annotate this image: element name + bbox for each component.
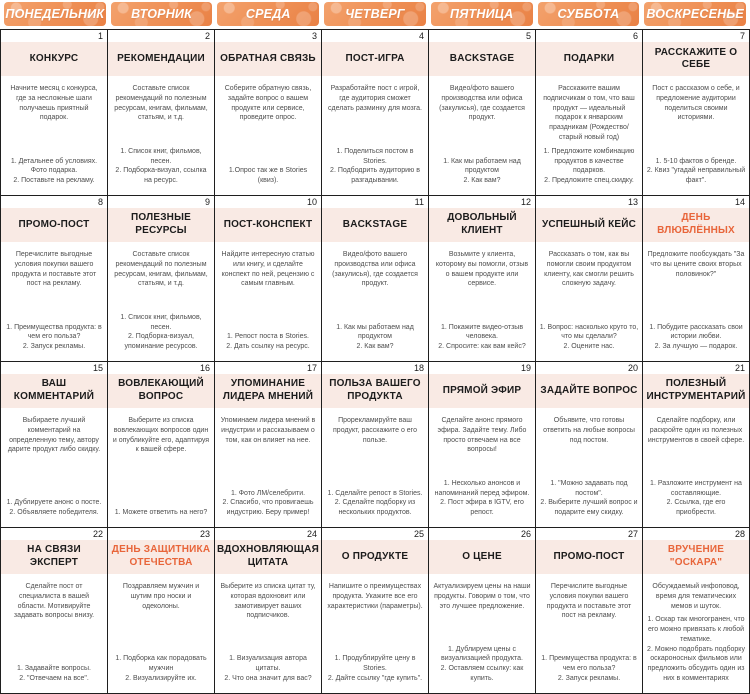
day-task: 2. Спасибо, что провигаешь индустрию. Беру пример! (222, 499, 314, 517)
day-number: 6 (632, 31, 638, 41)
day-title: О ПРОДУКТЕ (322, 540, 428, 574)
day-number: 19 (520, 362, 531, 373)
day-task: 2. "Отвечаем на все". (19, 675, 89, 683)
day-task-list (325, 323, 425, 352)
day-task: 2. Подбодрить аудиторию в разгадывании. (330, 167, 420, 185)
day-task: 1. Подборка как порадовать мужчин (115, 655, 207, 673)
calendar-day-cell (1, 196, 108, 362)
day-number: 17 (306, 362, 317, 373)
day-task: 1. Как мы работаем над продуктом (336, 323, 414, 341)
day-description: Соберите обратную связь, задайте вопрос о вашем продукте или сервисе, проведите опрос. (224, 85, 312, 122)
day-title: ПОЛЕЗНЫЕ РЕСУРСЫ (108, 208, 214, 242)
day-task: 2. Оставляем ссылку: как купить. (440, 665, 524, 683)
day-task-list (646, 323, 746, 352)
calendar-day-cell (1, 362, 108, 528)
day-title: ПРЯМОЙ ЭФИР (429, 374, 535, 408)
calendar-day-cell (215, 30, 322, 196)
weekday-banner-saturday: СУББОТА (538, 2, 640, 26)
weekday-header-row (0, 0, 750, 29)
day-task-list (325, 147, 425, 186)
day-task: 1. Детальнее об условиях. Фото подарка. (10, 157, 98, 175)
day-task: 1. Дублируете анонс о посте. (6, 499, 102, 507)
day-task: 2. Предложите спец.скидку. (544, 177, 634, 185)
day-description: Упоминаем лидера мнений в индустрии и рассказываем о том, как он влияет на нее. (220, 416, 316, 444)
day-task: 2. Пост эфира в IGTV, его репост. (440, 499, 524, 517)
weekday-banner-monday: ПОНЕДЕЛЬНИК (4, 2, 106, 26)
calendar-day-cell (215, 196, 322, 362)
day-number: 5 (525, 31, 531, 41)
day-task: 2. Спросите: как вам кейс? (438, 343, 526, 351)
day-title: ДОВОЛЬНЫЙ КЛИЕНТ (429, 208, 535, 242)
day-task-list (218, 489, 318, 518)
day-task: 1. 5-10 фактов о бренде. (655, 157, 737, 165)
day-task: 2. Запуск рекламы. (557, 675, 621, 683)
calendar-day-cell (322, 30, 429, 196)
day-task: 2. Квиз "угадай неправильный факт". (646, 167, 746, 185)
day-task-list (325, 654, 425, 683)
day-task: 2. Оцените нас. (563, 343, 615, 351)
day-description: Видео/фото вашего производства или офиса (закулисья), где создается продукт. (439, 85, 525, 122)
day-description: Напишите о преимуществах продукта. Укажите все его характеристики (параметры). (327, 582, 423, 610)
day-task-list (539, 147, 639, 186)
day-description: Найдите интересную статью или книгу, и сделайте конспект по ней, рецензию с самым главным. (221, 250, 315, 288)
day-description: Видео/фото вашего производства или офиса (закулисья), где создается продукт. (332, 250, 418, 288)
calendar-day-cell (108, 528, 215, 694)
day-title: ВОВЛЕКАЮЩИЙ ВОПРОС (108, 374, 214, 408)
day-task-list (111, 313, 211, 352)
day-number: 22 (92, 528, 103, 539)
day-number: 27 (627, 528, 638, 539)
weekday-banner-thursday: ЧЕТВЕРГ (324, 2, 426, 26)
day-task: 2. Запуск рекламы. (22, 343, 86, 351)
day-title: BACKSTAGE (322, 208, 428, 242)
weekday-banner-sunday: ВОСКРЕСЕНЬЕ (644, 2, 746, 26)
day-task: 1. Продублируйте цену в Stories. (334, 655, 416, 673)
day-number: 9 (204, 196, 210, 207)
day-description: Расскажите вашим подписчикам о том, что ваш продукт — идеальный подарок к январским праздникам (Рождество/старый новый год) (543, 85, 635, 141)
day-task-list (432, 157, 532, 186)
calendar-day-cell (536, 30, 643, 196)
calendar-day-cell (215, 528, 322, 694)
day-task: 1. Можете ответить на него? (114, 509, 208, 517)
day-number: 10 (306, 196, 317, 207)
day-task: 2. Подборка-визуал, ссылка на ресурс. (115, 167, 207, 185)
day-number: 11 (414, 196, 424, 207)
day-task: 1. Оскар так многогранен, что его можно привязать к любой тематике. (647, 616, 745, 643)
day-number: 7 (739, 31, 745, 41)
day-description: Перечислите выгодные условия покупки вашего продукта и поставьте этот пост на рекламу. (546, 582, 632, 620)
day-task: 2. Поставьте на рекламу. (13, 177, 95, 185)
day-number: 23 (199, 528, 210, 539)
day-task-list (4, 498, 104, 518)
day-number: 2 (204, 31, 210, 41)
calendar-day-cell (536, 528, 643, 694)
day-task: 1. Преимущества продукта: в чем его польза? (6, 323, 102, 341)
day-task-list (218, 166, 318, 186)
day-number: 8 (97, 196, 103, 207)
day-task: 2. Визуализируйте их. (125, 675, 197, 683)
day-task-list (646, 157, 746, 186)
calendar-day-cell (322, 362, 429, 528)
day-title: ВДОХНОВЛЯЮЩАЯ ЦИТАТА (215, 540, 321, 574)
calendar-day-cell (643, 362, 750, 528)
day-task: 1. Фото ЛМ/селебрити. (230, 489, 306, 497)
day-task: 1. Разложите инструмент на составляющие. (650, 479, 742, 497)
day-task-list (111, 654, 211, 683)
day-task-list (4, 323, 104, 352)
calendar-day-cell (322, 528, 429, 694)
day-task-list (4, 157, 104, 186)
day-number: 20 (627, 362, 638, 373)
day-title: О ЦЕНЕ (429, 540, 535, 574)
day-description: Выбираете лучший комментарий на определенную тему, автору дарите продукт либо скидку. (7, 416, 101, 454)
day-task: 2. Выберите лучший вопрос и подарите ему скидку. (540, 499, 638, 517)
day-task-list (432, 479, 532, 518)
day-number: 16 (199, 362, 210, 373)
day-task: 1. Дублируем цены с визуализацией продукта. (441, 645, 523, 663)
day-task: 1. Визуализация автора цитаты. (229, 655, 307, 673)
day-task: 1. Сделайте репост в Stories. (327, 489, 423, 497)
day-description: Актуализируем цены на наши продукты. Говорим о том, что это лучшее предложение. (433, 582, 531, 610)
day-description: Объявите, что готовы ответить на любые вопросы под постом. (543, 416, 635, 444)
day-number: 26 (520, 528, 531, 539)
day-title: УСПЕШНЫЙ КЕЙС (536, 208, 642, 242)
calendar-day-cell (108, 196, 215, 362)
day-title: КОНКУРС (1, 42, 107, 76)
day-number: 25 (413, 528, 424, 539)
day-title: BACKSTAGE (429, 42, 535, 76)
day-task: 2. За лучшую — подарок. (654, 343, 738, 351)
day-task: 2. Подборка-визуал, упоминание ресурсов. (124, 333, 198, 351)
day-task: 1. Поделиться постом в Stories. (336, 147, 414, 165)
day-title: ВАШ КОММЕНТАРИЙ (1, 374, 107, 408)
day-task-list (111, 147, 211, 186)
day-task: 1. Список книг, фильмов, песен. (120, 147, 202, 165)
day-task-list (539, 654, 639, 683)
calendar-day-cell (536, 196, 643, 362)
day-task: 2. Дать ссылку на ресурс. (226, 343, 310, 351)
calendar-day-cell (536, 362, 643, 528)
weekday-banner-wednesday: СРЕДА (217, 2, 319, 26)
day-title: НА СВЯЗИ ЭКСПЕРТ (1, 540, 107, 574)
day-task: 1. Преимущества продукта: в чем его польза? (541, 655, 637, 673)
calendar-day-cell (108, 30, 215, 196)
day-number: 12 (520, 196, 531, 207)
day-task-list (218, 332, 318, 352)
calendar-grid (0, 29, 750, 694)
day-task: 1. Побудите рассказать свои истории любви. (649, 323, 743, 341)
day-number: 13 (627, 196, 638, 207)
calendar-day-cell (429, 196, 536, 362)
day-title: ПРОМО-ПОСТ (1, 208, 107, 242)
day-task: 1. Список книг, фильмов, песен. (120, 313, 202, 331)
day-task: 1. Задавайте вопросы. (17, 665, 91, 673)
calendar-day-cell (429, 362, 536, 528)
day-task: 2. Что она значит для вас? (224, 675, 312, 683)
calendar-day-cell (1, 528, 108, 694)
day-number: 15 (92, 362, 103, 373)
day-description: Сделайте подборку, или раскройте один из полезных инструментов в своей сфере. (647, 416, 745, 444)
day-task: 1. Вопрос: насколько круто то, что мы сделали? (539, 323, 639, 341)
day-number: 18 (413, 362, 424, 373)
day-task-list (432, 323, 532, 352)
day-number: 1 (97, 31, 103, 41)
day-title: ДЕНЬ ЗАЩИТНИКА ОТЕЧЕСТВА (108, 540, 214, 574)
day-task: 1. Репост поста в Stories. (227, 333, 309, 341)
day-description: Пост с рассказом о себе, и предложение аудитории поделиться своими историями. (652, 85, 740, 122)
day-title: ОБРАТНАЯ СВЯЗЬ (215, 42, 321, 76)
day-task: 1.Опрос так же в Stories (квиз). (228, 167, 308, 185)
day-task: 1. Предложите комбинацию продуктов в качестве подарков. (543, 147, 635, 175)
calendar-day-cell (643, 528, 750, 694)
day-number: 4 (418, 31, 424, 41)
day-task-list (325, 489, 425, 518)
day-description: Начните месяц с конкурса, где за несложные шаги получаешь приятный подарок. (10, 85, 98, 122)
day-description: Предложите пообсуждать "За что вы цените своих вторых половинок?" (647, 250, 745, 278)
day-title: ПОСТ-КОНСПЕКТ (215, 208, 321, 242)
calendar-day-cell (429, 528, 536, 694)
day-task-list (111, 508, 211, 518)
day-title: ПОСТ-ИГРА (322, 42, 428, 76)
day-number: 28 (734, 528, 745, 539)
day-title: ПОЛЬЗА ВАШЕГО ПРОДУКТА (322, 374, 428, 408)
day-task: 1. Как мы работаем над продуктом (443, 157, 521, 175)
day-task-list (539, 323, 639, 352)
day-description: Разработайте пост с игрой, где аудитория сможет сделать разминку для мозга. (328, 85, 422, 112)
day-title: ПРОМО-ПОСТ (536, 540, 642, 574)
weekday-banner-friday: ПЯТНИЦА (431, 2, 533, 26)
day-task: 1. Несколько анонсов и напоминаний перед эфиром. (434, 479, 530, 497)
day-description: Составьте список рекомендаций по полезным ресурсам, книгам, фильмам, статьям, и т.д. (114, 250, 208, 288)
day-description: Обсуждаемый инфоповод, время для тематических мемов и шуток. (652, 582, 740, 610)
day-task: 2. Дайте ссылку "где купить". (327, 675, 423, 683)
day-task: 2. Как вам? (463, 177, 501, 185)
day-description: Возьмите у клиента, которому вы помогли, отзыв о вашем продукте или сервисе. (435, 250, 529, 288)
weekday-banner-tuesday: ВТОРНИК (111, 2, 213, 26)
day-task: 2. Сделайте подборку из нескольких продуктов. (334, 499, 416, 517)
calendar-day-cell (322, 196, 429, 362)
day-task-list (432, 645, 532, 684)
day-title: ДЕНЬ ВЛЮБЛЁННЫХ (643, 208, 749, 242)
day-task: 2. Ссылка, где его приобрести. (666, 499, 726, 517)
calendar-day-cell (643, 30, 750, 196)
day-description: Сделайте пост от специалиста в вашей области. Мотивируйте задавать вопросы внизу. (13, 582, 95, 620)
day-description: Сделайте анонс прямого эфира. Задайте тему. Либо просто отвечаем на все вопросы! (437, 416, 527, 454)
day-number: 14 (734, 196, 745, 207)
day-task: 2. Объявляете победителя. (9, 509, 99, 517)
day-task-list (646, 479, 746, 518)
calendar-day-cell (215, 362, 322, 528)
day-description: Выберите из списка цитат ту, которая вдохновит или замотивирует ваших подписчиков. (220, 582, 316, 620)
day-task-list (218, 654, 318, 683)
day-description: Составьте список рекомендаций по полезным ресурсам, книгам, фильмам, статьям, и т.д. (114, 85, 208, 122)
day-task-list (539, 479, 639, 518)
day-title: УПОМИНАНИЕ ЛИДЕРА МНЕНИЙ (215, 374, 321, 408)
day-task-list (646, 615, 746, 684)
day-number: 21 (734, 362, 745, 373)
day-task: 2. Можно подобрать подборку оскароносных фильмов или предложить обсудить один из них в комментариях (647, 645, 745, 683)
day-title: ЗАДАЙТЕ ВОПРОС (536, 374, 642, 408)
day-description: Перечислите выгодные условия покупки вашего продукта и поставьте этот пост на рекламу. (11, 250, 97, 288)
calendar-day-cell (1, 30, 108, 196)
calendar-day-cell (429, 30, 536, 196)
day-title: РАССКАЖИТЕ О СЕБЕ (643, 42, 749, 76)
day-number: 3 (311, 31, 317, 41)
calendar-day-cell (108, 362, 215, 528)
day-title: ПОЛЕЗНЫЙ ИНСТРУМЕНТАРИЙ (643, 374, 749, 408)
day-title: ПОДАРКИ (536, 42, 642, 76)
day-task: 2. Как вам? (356, 343, 394, 351)
calendar-day-cell (643, 196, 750, 362)
day-task: 1. Покажите видео-отзыв человека. (440, 323, 524, 341)
day-description: Рассказать о том, как вы помогли своим продуктом клиенту, как смогли решить сложную задачу. (544, 250, 634, 288)
day-task: 1. "Можно задавать под постом". (550, 479, 628, 497)
day-title: ВРУЧЕНИЕ "ОСКАРА" (643, 540, 749, 574)
day-title: РЕКОМЕНДАЦИИ (108, 42, 214, 76)
day-description: Прорекламируйте ваш продукт, расскажите о его пользе. (333, 416, 417, 444)
day-description: Поздравляем мужчин и шутим про носки и одеколоны. (122, 582, 200, 610)
day-number: 24 (306, 528, 317, 539)
day-task-list (4, 664, 104, 684)
day-description: Выберите из списка вовлекающих вопросов один и опубликуйте его, адаптируя к вашей сфере. (112, 416, 210, 454)
